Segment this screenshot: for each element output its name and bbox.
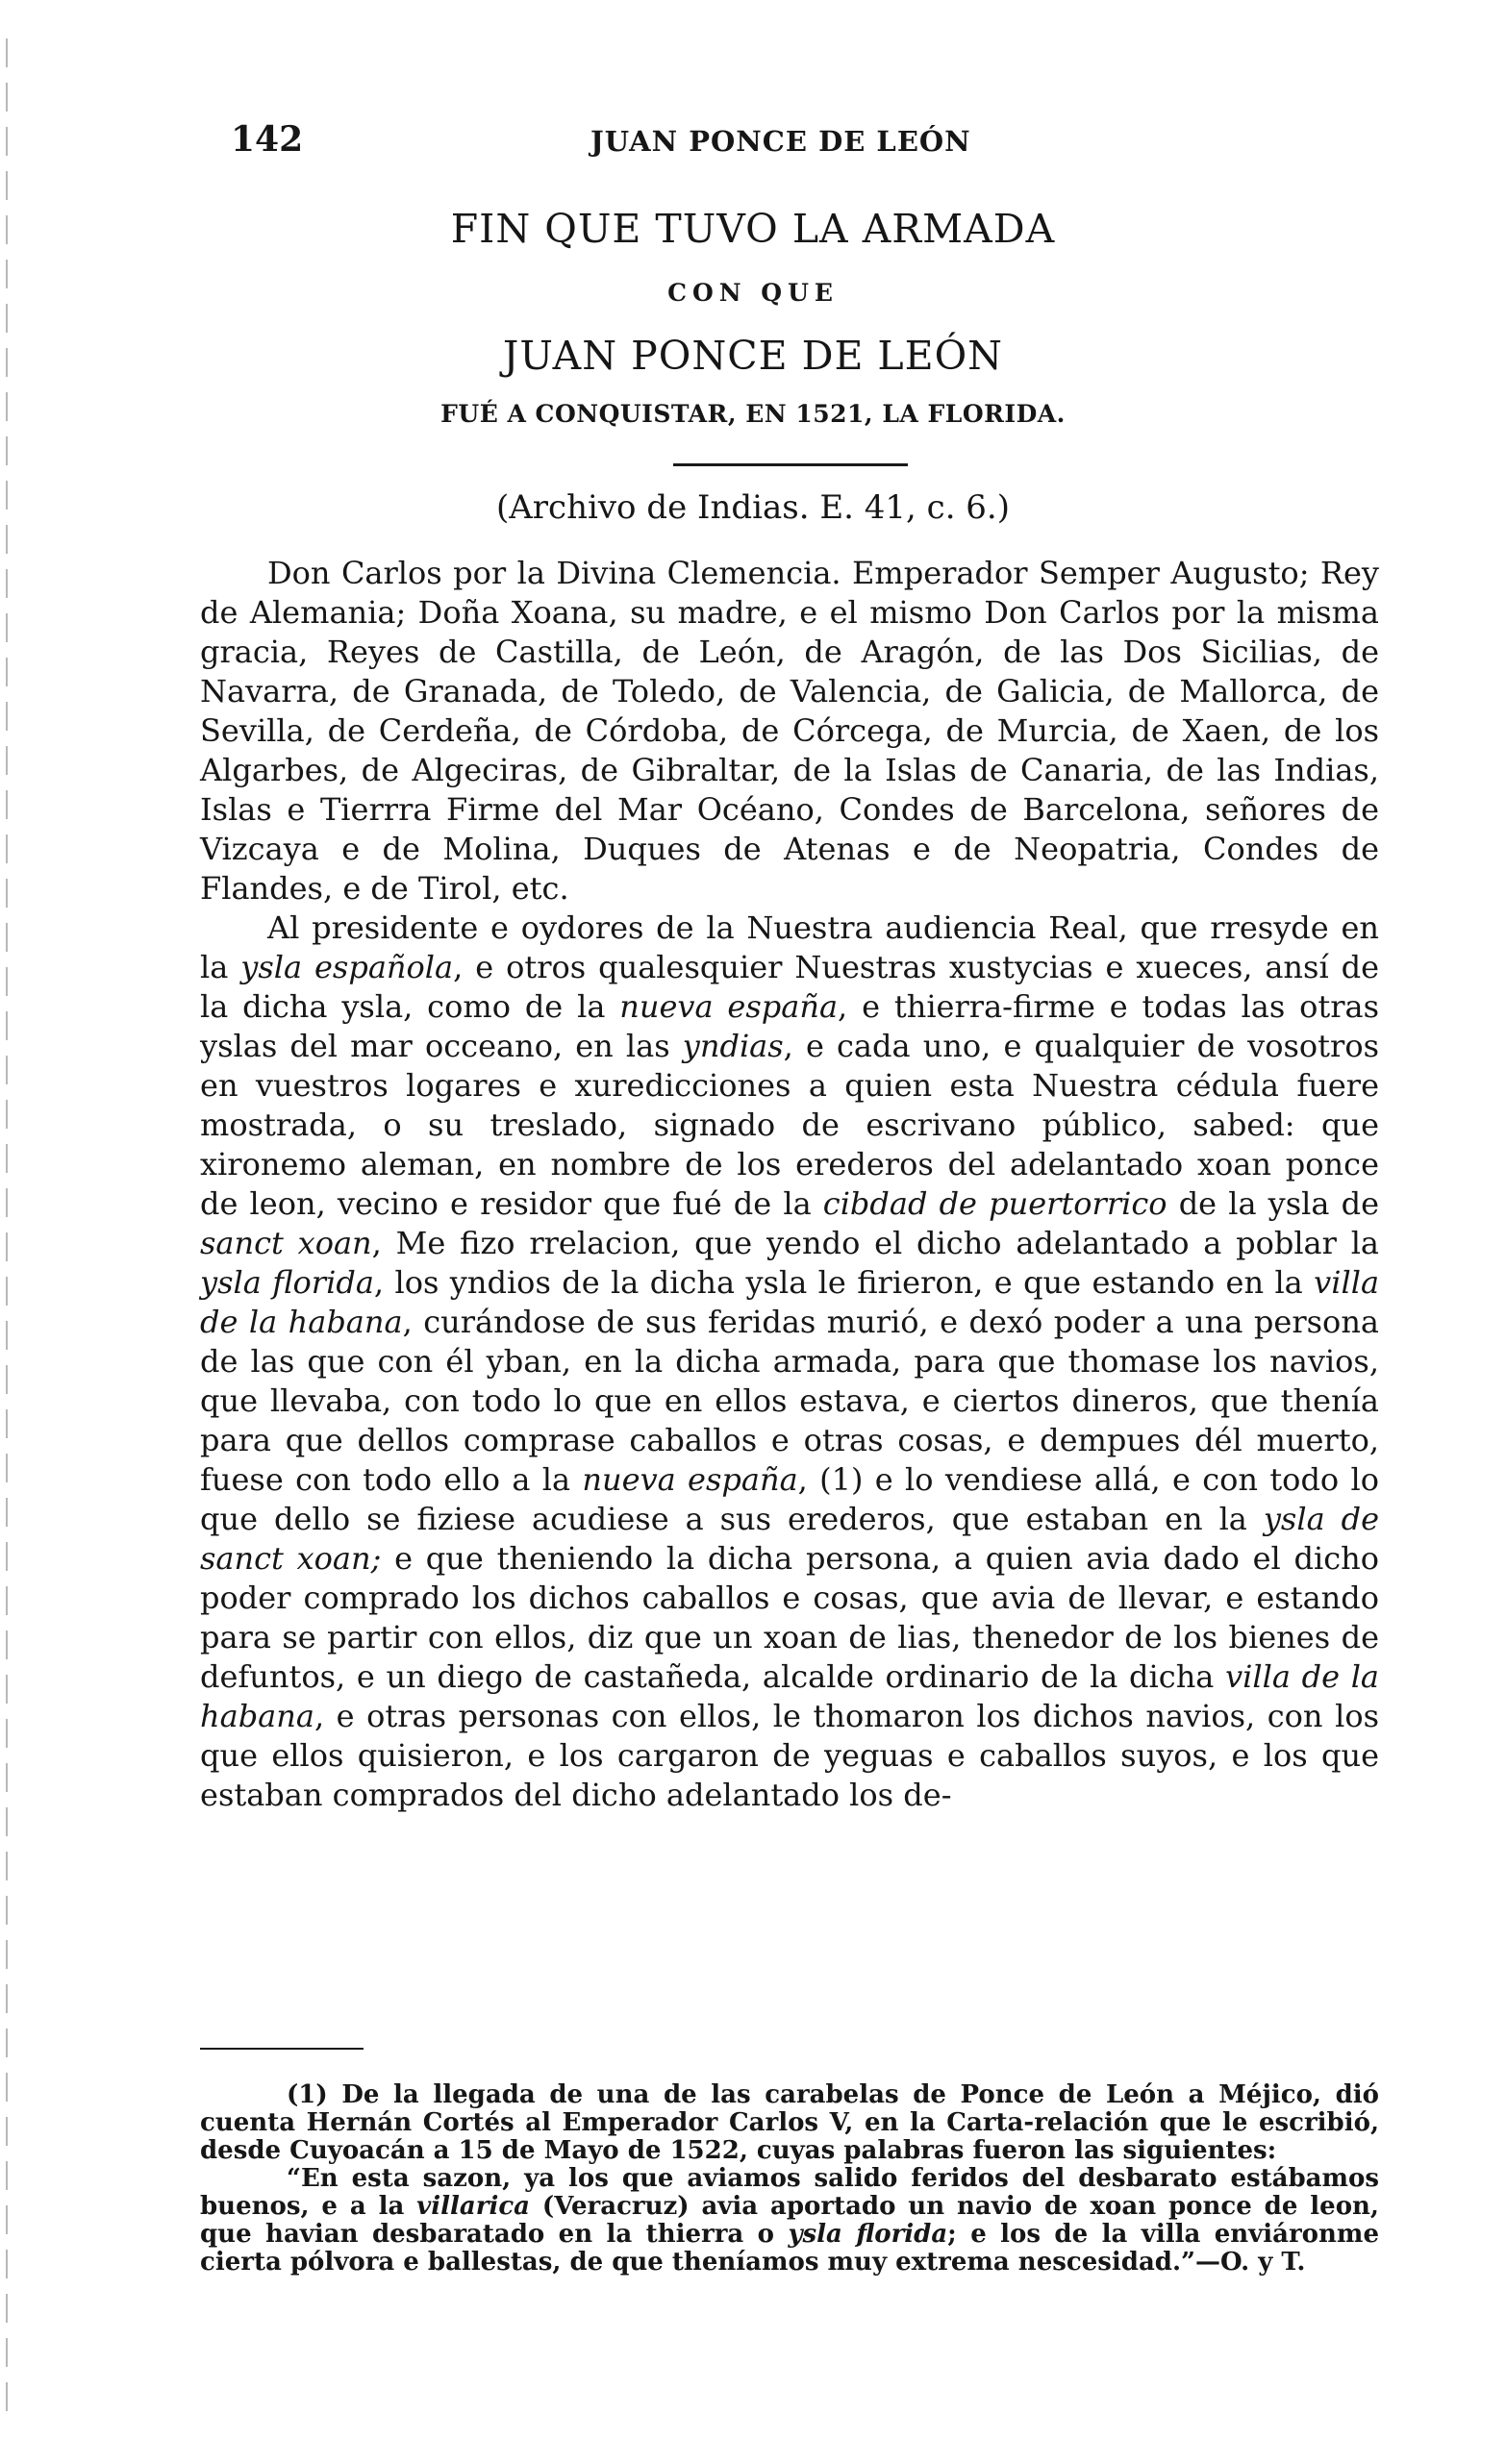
italic-place-name: villa de la habana (200, 1264, 1380, 1340)
title-divider (673, 463, 908, 466)
italic-place-name: ysla florida (200, 1264, 374, 1301)
italic-place-name: cibdad de puertorrico (822, 1185, 1167, 1222)
running-head: JUAN PONCE DE LEÓN (590, 125, 971, 158)
document-body (200, 554, 1379, 1815)
title-subtitle: FUÉ A CONQUISTAR, EN 1521, LA FLORIDA. (440, 400, 1066, 428)
italic-place-name: villarica (416, 2192, 531, 2221)
italic-place-name: ysla española (240, 949, 454, 985)
footnote-paragraph: (1) De la llegada de una de las carabelas de Ponce de León a Méjico, dió cuenta Hernán Cortés al Emperador Carlos V, en la Carta-relación que le escribió, desde Cuyoacán a 15 de Mayo de 1522, cuyas palabras fueron las siguientes: (200, 2080, 1379, 2165)
footnote-divider (200, 2048, 364, 2050)
title-person-name: JUAN PONCE DE LEÓN (502, 333, 1004, 379)
footnote-quote: “En esta sazon, ya los que aviamos salido feridos del desbarato estábamos buenos, e a la villarica (Veracruz) avia aportado un navio de xoan ponce de leon, que havian desbaratado en la thierra o ysla florida; e los de la villa enviáronme cierta pólvora e ballestas, de que theníamos muy extrema nescesidad.”—O. y T. (200, 2164, 1379, 2277)
italic-place-name: sanct xoan (200, 1225, 372, 1261)
scan-margin-line (6, 38, 8, 2423)
italic-place-name: nueva españa (582, 1461, 798, 1498)
body-paragraph: Al presidente e oydores de la Nuestra audiencia Real, que rresyde en la ysla española, e otros qualesquier Nuestras xustycias e xueces, ansí de la dicha ysla, como de la nueva españa, e thierra-firme e todas las otras yslas del mar occeano, en las yndias, e cada uno, e qualquier de vosotros en vuestros logares e xuredicciones a quien esta Nuestra cédula fuere mostrada, o su treslado, signado de escrivano público, sabed: que xironemo aleman, en nombre de los erederos del adelantado xoan ponce de leon, vecino e residor que fué de la cibdad de puertorrico de la ysla de sanct xoan, Me fizo rrelacion, que yendo el dicho adelantado a poblar la ysla florida, los yndios de la dicha ysla le firieron, e que estando en la villa de la habana, curándose de sus feridas murió, e dexó poder a una persona de las que con él yban, en la dicha armada, para que thomase los navios, que llevaba, con todo lo que en ellos estava, e ciertos dineros, que thenía para que dellos comprase caballos e otras cosas, e dempues dél muerto, fuese con todo ello a la nueva españa, (1) e lo vendiese allá, e con todo lo que dello se fiziese acudiese a sus erederos, que estaban en la ysla de sanct xoan; e que theniendo la dicha persona, a quien avia dado el dicho poder comprado los dichos caballos e cosas, que avia de llevar, e estando para se partir con ellos, diz que un xoan de lias, thenedor de los bienes de defuntos, e un diego de castañeda, alcalde ordinario de la dicha villa de la habana, e otras personas con ellos, le thomaron los dichos navios, con los que ellos quisieron, e los cargaron de yeguas e caballos suyos, e los que estaban comprados del dicho adelantado los de- (200, 909, 1380, 1813)
italic-place-name: yndias (682, 1028, 784, 1064)
title-connector: CON QUE (667, 279, 839, 307)
document-title: FIN QUE TUVO LA ARMADA (450, 206, 1056, 252)
italic-place-name: nueva españa (619, 988, 839, 1025)
archive-reference: (Archivo de Indias. E. 41, c. 6.) (495, 488, 1011, 527)
footnote (200, 2081, 1379, 2277)
page-header (0, 119, 1506, 177)
body-paragraph: Don Carlos por la Divina Clemencia. Emperador Semper Augusto; Rey de Alemania; Doña Xoana, su madre, e el mismo Don Carlos por la misma gracia, Reyes de Castilla, de León, de Aragón, de las Dos Sicilias, de Navarra, de Granada, de Toledo, de Valencia, de Galicia, de Mallorca, de Sevilla, de Cerdeña, de Córdoba, de Córcega, de Murcia, de Xaen, de los Algarbes, de Algeciras, de Gibraltar, de la Islas de Canaria, de las Indias, Islas e Tierrra Firme del Mar Océano, Condes de Barcelona, señores de Vizcaya e de Molina, Duques de Atenas e de Neopatria, Condes de Flandes, e de Tirol, etc. (200, 555, 1379, 907)
italic-place-name: villa de la habana (200, 1658, 1380, 1734)
page-number: 142 (231, 119, 304, 160)
italic-place-name: ysla florida (788, 2220, 948, 2249)
italic-place-name: ysla de sanct xoan; (200, 1501, 1380, 1577)
